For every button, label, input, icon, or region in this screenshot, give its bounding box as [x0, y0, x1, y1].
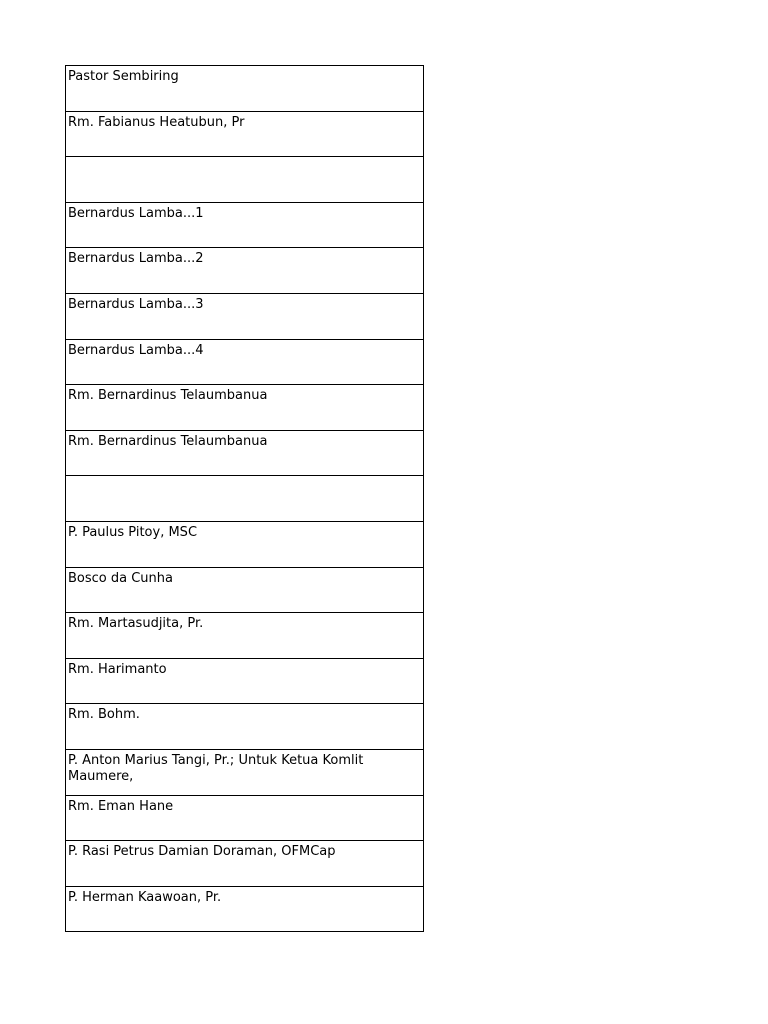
- names-table: [65, 65, 424, 932]
- table-cell: Rm. Eman Hane: [68, 798, 174, 814]
- table-cell: Bosco da Cunha: [68, 570, 173, 586]
- table-row: [66, 750, 423, 796]
- table-cell: Bernardus Lamba...2: [68, 251, 204, 267]
- table-row: [66, 704, 423, 750]
- table-cell: Bernardus Lamba...3: [68, 296, 204, 312]
- table-row: [66, 248, 423, 294]
- table-cell: Rm. Harimanto: [68, 661, 167, 677]
- table-row: [66, 66, 423, 112]
- table-row: [66, 294, 423, 340]
- table-cell: Rm. Bernardinus Telaumbanua: [68, 388, 268, 404]
- table-cell: Rm. Bernardinus Telaumbanua: [68, 433, 268, 449]
- table-cell: Bernardus Lamba...4: [68, 342, 204, 358]
- table-row: [66, 385, 423, 431]
- table-cell: P. Anton Marius Tangi, Pr.; Untuk Ketua Komlit Maumere,: [68, 752, 364, 784]
- table-row: [66, 887, 423, 933]
- table-row: [66, 340, 423, 386]
- table-row: [66, 659, 423, 705]
- table-cell: P. Paulus Pitoy, MSC: [68, 524, 198, 540]
- table-cell: P. Herman Kaawoan, Pr.: [68, 889, 222, 905]
- table-row: [66, 568, 423, 614]
- table-cell: Rm. Fabianus Heatubun, Pr: [68, 114, 245, 130]
- table-row: [66, 476, 423, 522]
- table-row: [66, 841, 423, 887]
- table-cell: P. Rasi Petrus Damian Doraman, OFMCap: [68, 844, 336, 860]
- table-cell: Bernardus Lamba...1: [68, 205, 204, 221]
- table-cell: Pastor Sembiring: [68, 69, 179, 84]
- table-row: [66, 203, 423, 249]
- table-row: [66, 613, 423, 659]
- table-row: [66, 112, 423, 158]
- table-row: [66, 796, 423, 842]
- table-row: [66, 157, 423, 203]
- table-cell: Rm. Bohm.: [68, 707, 140, 723]
- table-row: [66, 522, 423, 568]
- table-cell: Rm. Martasudjita, Pr.: [68, 616, 204, 632]
- table-row: [66, 431, 423, 477]
